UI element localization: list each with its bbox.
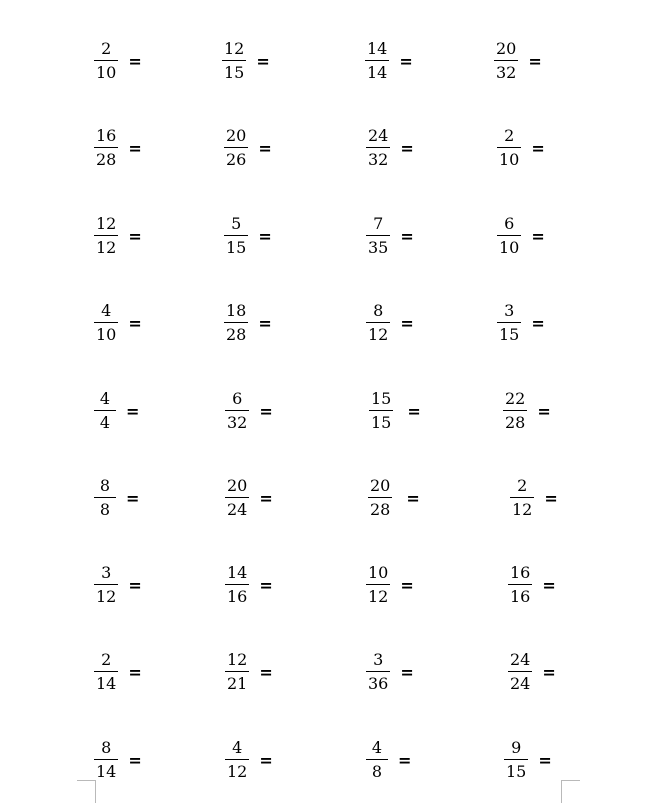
equals-sign: =	[531, 313, 545, 333]
equals-sign: =	[400, 226, 414, 246]
fraction-problem	[94, 734, 142, 786]
equals-sign: =	[259, 662, 273, 682]
fraction-problem	[366, 297, 414, 349]
fraction-problem	[94, 210, 142, 262]
equals-sign: =	[259, 401, 273, 421]
numerator: 7	[373, 214, 384, 233]
fraction	[94, 40, 118, 82]
fraction	[497, 127, 521, 169]
equals-sign: =	[128, 138, 142, 158]
numerator: 8	[101, 738, 112, 757]
numerator: 22	[505, 389, 526, 408]
fraction-problem	[94, 35, 142, 87]
denominator: 24	[510, 674, 531, 693]
fraction-problem	[94, 646, 142, 698]
fraction-problem	[508, 559, 556, 611]
fraction	[366, 302, 390, 344]
fraction-problem	[494, 35, 542, 87]
equals-sign: =	[128, 226, 142, 246]
fraction-problem	[224, 210, 272, 262]
fraction-problem	[366, 734, 411, 786]
fraction	[366, 739, 388, 781]
fraction-problem	[504, 734, 552, 786]
fraction-problem	[497, 122, 545, 174]
fraction	[366, 651, 390, 693]
fraction-problem	[503, 385, 551, 437]
denominator: 15	[371, 413, 392, 432]
numerator: 4	[99, 389, 111, 408]
numerator: 3	[101, 563, 112, 582]
fraction	[508, 651, 532, 693]
numerator: 12	[227, 650, 248, 669]
numerator: 20	[496, 39, 517, 58]
fraction	[365, 40, 389, 82]
numerator: 2	[504, 126, 515, 145]
denominator: 15	[224, 63, 245, 82]
fraction	[222, 40, 246, 82]
equals-sign: =	[542, 575, 556, 595]
fraction	[94, 564, 118, 606]
denominator: 36	[368, 674, 389, 693]
denominator: 32	[227, 413, 248, 432]
denominator: 28	[505, 413, 526, 432]
denominator: 16	[510, 587, 531, 606]
fraction-problem	[224, 297, 272, 349]
equals-sign: =	[258, 313, 272, 333]
numerator: 2	[101, 650, 112, 669]
fraction-problem	[224, 122, 272, 174]
denominator: 12	[96, 587, 117, 606]
fraction-problem	[497, 297, 545, 349]
denominator: 28	[226, 325, 247, 344]
fraction	[510, 477, 534, 519]
numerator: 16	[510, 563, 531, 582]
fraction	[94, 651, 118, 693]
numerator: 4	[371, 738, 383, 757]
fraction	[224, 302, 248, 344]
fraction	[504, 739, 528, 781]
fraction-problem	[366, 646, 414, 698]
equals-sign: =	[128, 750, 142, 770]
denominator: 24	[227, 500, 248, 519]
equals-sign: =	[528, 51, 542, 71]
numerator: 2	[517, 476, 528, 495]
fraction-problem	[365, 35, 413, 87]
denominator: 12	[227, 762, 248, 781]
denominator: 14	[96, 762, 117, 781]
fraction	[497, 302, 521, 344]
fraction-problem	[222, 35, 270, 87]
equals-sign: =	[126, 401, 140, 421]
equals-sign: =	[400, 313, 414, 333]
denominator: 8	[99, 500, 111, 519]
equals-sign: =	[256, 51, 270, 71]
numerator: 16	[96, 126, 117, 145]
fraction	[497, 215, 521, 257]
numerator: 10	[368, 563, 389, 582]
denominator: 8	[371, 762, 383, 781]
numerator: 24	[510, 650, 531, 669]
fraction-problem	[94, 559, 142, 611]
numerator: 8	[99, 476, 111, 495]
equals-sign: =	[258, 226, 272, 246]
numerator: 8	[373, 301, 384, 320]
fraction	[366, 127, 390, 169]
numerator: 18	[226, 301, 247, 320]
numerator: 3	[504, 301, 515, 320]
denominator: 21	[227, 674, 248, 693]
equals-sign: =	[542, 662, 556, 682]
equals-sign: =	[128, 662, 142, 682]
equals-sign: =	[128, 575, 142, 595]
fraction-problem	[94, 297, 142, 349]
fraction	[366, 564, 390, 606]
denominator: 15	[499, 325, 520, 344]
numerator: 5	[231, 214, 242, 233]
denominator: 15	[506, 762, 527, 781]
fraction	[366, 215, 390, 257]
equals-sign: =	[406, 488, 420, 508]
numerator: 4	[232, 738, 243, 757]
numerator: 3	[373, 650, 384, 669]
fraction-problem	[366, 559, 414, 611]
fraction	[225, 651, 249, 693]
fraction	[94, 739, 118, 781]
denominator: 14	[96, 674, 117, 693]
fraction-problem	[225, 646, 273, 698]
equals-sign: =	[258, 138, 272, 158]
denominator: 15	[226, 238, 247, 257]
fraction-problem	[94, 385, 139, 437]
equals-sign: =	[400, 138, 414, 158]
numerator: 14	[227, 563, 248, 582]
denominator: 28	[370, 500, 391, 519]
fraction-problem	[225, 734, 273, 786]
fraction	[225, 739, 249, 781]
fraction	[369, 390, 393, 432]
denominator: 14	[367, 63, 388, 82]
equals-sign: =	[128, 51, 142, 71]
fraction	[225, 390, 249, 432]
denominator: 4	[99, 413, 111, 432]
fraction	[368, 477, 392, 519]
equals-sign: =	[400, 662, 414, 682]
crop-mark-right	[561, 780, 580, 803]
denominator: 28	[96, 150, 117, 169]
equals-sign: =	[531, 138, 545, 158]
numerator: 24	[368, 126, 389, 145]
fraction	[94, 127, 118, 169]
denominator: 10	[499, 150, 520, 169]
numerator: 15	[371, 389, 392, 408]
fraction	[508, 564, 532, 606]
denominator: 12	[96, 238, 117, 257]
denominator: 32	[368, 150, 389, 169]
equals-sign: =	[259, 575, 273, 595]
fraction-problem	[497, 210, 545, 262]
denominator: 12	[512, 500, 533, 519]
equals-sign: =	[259, 750, 273, 770]
numerator: 20	[370, 476, 391, 495]
denominator: 10	[96, 325, 117, 344]
equals-sign: =	[259, 488, 273, 508]
fraction-problem	[508, 646, 556, 698]
fraction	[94, 215, 118, 257]
numerator: 6	[504, 214, 515, 233]
equals-sign: =	[128, 313, 142, 333]
equals-sign: =	[400, 575, 414, 595]
equals-sign: =	[537, 401, 551, 421]
fraction	[224, 215, 248, 257]
fraction	[225, 564, 249, 606]
numerator: 20	[226, 126, 247, 145]
fraction-problem	[510, 472, 558, 524]
fraction-problem	[94, 472, 139, 524]
denominator: 35	[368, 238, 389, 257]
equals-sign: =	[407, 401, 421, 421]
denominator: 10	[499, 238, 520, 257]
fraction	[94, 302, 118, 344]
fraction	[503, 390, 527, 432]
denominator: 12	[368, 325, 389, 344]
fraction-problem	[225, 472, 273, 524]
numerator: 12	[96, 214, 117, 233]
denominator: 12	[368, 587, 389, 606]
equals-sign: =	[544, 488, 558, 508]
fraction	[494, 40, 518, 82]
fraction-problem	[366, 122, 414, 174]
denominator: 32	[496, 63, 517, 82]
denominator: 16	[227, 587, 248, 606]
numerator: 12	[224, 39, 245, 58]
fraction-problem	[225, 559, 273, 611]
fraction-problem	[94, 122, 142, 174]
equals-sign: =	[538, 750, 552, 770]
equals-sign: =	[398, 750, 412, 770]
numerator: 4	[101, 301, 112, 320]
numerator: 14	[367, 39, 388, 58]
numerator: 2	[101, 39, 112, 58]
fraction-problem	[225, 385, 273, 437]
fraction-problem	[369, 385, 421, 437]
numerator: 9	[511, 738, 522, 757]
fraction	[94, 390, 116, 432]
fraction	[225, 477, 249, 519]
equals-sign: =	[399, 51, 413, 71]
equals-sign: =	[126, 488, 140, 508]
equals-sign: =	[531, 226, 545, 246]
fraction-problem	[366, 210, 414, 262]
fraction	[94, 477, 116, 519]
numerator: 6	[232, 389, 243, 408]
numerator: 20	[227, 476, 248, 495]
fraction	[224, 127, 248, 169]
denominator: 26	[226, 150, 247, 169]
fraction-problem	[368, 472, 420, 524]
denominator: 10	[96, 63, 117, 82]
